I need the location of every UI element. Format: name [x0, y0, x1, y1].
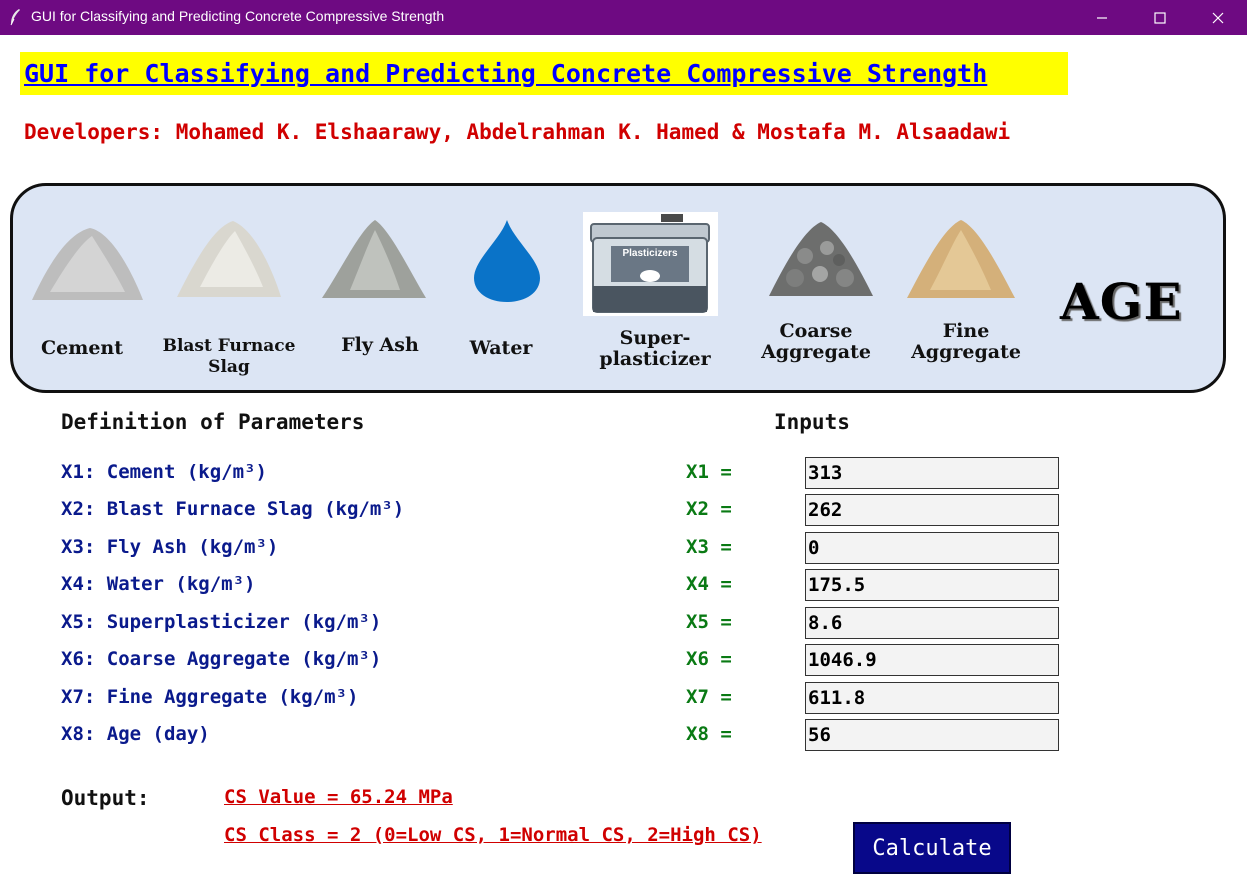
param-eq-x7: X7 = [686, 686, 732, 708]
fly-ash-label: Fly Ash [341, 334, 419, 356]
title-bar [0, 0, 1247, 35]
inputs-title: Inputs [774, 410, 850, 434]
x4-input[interactable] [805, 569, 1059, 601]
param-definition-x6: X6: Coarse Aggregate (kg/m³) [61, 648, 382, 670]
superplasticizer-label: Super- plasticizer [599, 327, 711, 370]
cs-class-result: CS Class = 2 (0=Low CS, 1=Normal CS, 2=High CS) [224, 824, 762, 846]
minimize-icon [1096, 12, 1108, 24]
param-eq-x6: X6 = [686, 648, 732, 670]
developers-credit: Developers: Mohamed K. Elshaarawy, Abdelrahman K. Hamed & Mostafa M. Alsaadawi [24, 120, 1011, 144]
fine-aggregate-image [905, 216, 1017, 302]
param-definition-x1: X1: Cement (kg/m³) [61, 461, 267, 483]
maximize-icon [1154, 12, 1166, 24]
calculate-button[interactable]: Calculate [853, 822, 1011, 874]
slag-pile-image [175, 217, 283, 302]
param-definition-x4: X4: Water (kg/m³) [61, 573, 256, 595]
age-label: AGE [1060, 272, 1183, 331]
cs-value-result: CS Value = 65.24 MPa [224, 786, 453, 808]
param-definition-x8: X8: Age (day) [61, 723, 210, 745]
x3-input[interactable] [805, 532, 1059, 564]
param-eq-x4: X4 = [686, 573, 732, 595]
param-definition-x5: X5: Superplasticizer (kg/m³) [61, 611, 382, 633]
page-title: GUI for Classifying and Predicting Concrete Compressive Strength [20, 52, 1068, 95]
param-definition-x3: X3: Fly Ash (kg/m³) [61, 536, 279, 558]
param-eq-x8: X8 = [686, 723, 732, 745]
x5-input[interactable] [805, 607, 1059, 639]
water-label: Water [469, 337, 533, 359]
definitions-title: Definition of Parameters [61, 410, 365, 434]
param-definition-x2: X2: Blast Furnace Slag (kg/m³) [61, 498, 405, 520]
cement-pile-image [30, 222, 145, 304]
plasticizers-label: Plasticizers [622, 248, 678, 259]
output-label: Output: [61, 786, 150, 810]
water-drop-icon [470, 218, 544, 304]
x8-input[interactable] [805, 719, 1059, 751]
plasticizer-canister-image [583, 212, 718, 316]
x2-input[interactable] [805, 494, 1059, 526]
coarse-aggregate-image [765, 216, 877, 300]
param-eq-x5: X5 = [686, 611, 732, 633]
coarse-aggregate-label: Coarse Aggregate [761, 320, 871, 363]
x1-input[interactable] [805, 457, 1059, 489]
cement-label: Cement [41, 337, 123, 359]
minimize-button[interactable] [1073, 0, 1131, 35]
param-eq-x2: X2 = [686, 498, 732, 520]
x6-input[interactable] [805, 644, 1059, 676]
close-icon [1212, 12, 1224, 24]
feather-icon [8, 8, 22, 26]
x7-input[interactable] [805, 682, 1059, 714]
fine-aggregate-label: Fine Aggregate [911, 320, 1021, 363]
maximize-button[interactable] [1131, 0, 1189, 35]
window-title: GUI for Classifying and Predicting Concrete Compressive Strength [31, 8, 445, 24]
param-eq-x3: X3 = [686, 536, 732, 558]
param-eq-x1: X1 = [686, 461, 732, 483]
blast-furnace-slag-label: Blast Furnace Slag [162, 336, 296, 377]
close-button[interactable] [1189, 0, 1247, 35]
param-definition-x7: X7: Fine Aggregate (kg/m³) [61, 686, 359, 708]
fly-ash-pile-image [320, 216, 428, 302]
